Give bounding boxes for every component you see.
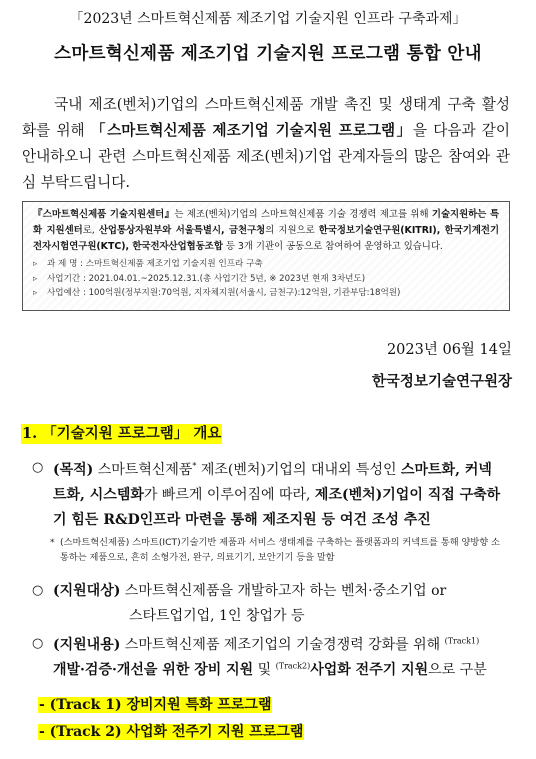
- project-name-text: 과 제 명 : 스마트혁신제품 제조기업 기술지원 인프라 구축: [47, 259, 263, 269]
- track2-sup: (Track2): [275, 661, 311, 671]
- intro-paragraph: [22, 92, 510, 196]
- track1-sup: (Track1): [444, 636, 480, 646]
- target-paragraph: [53, 579, 503, 604]
- content-label: (지원내용): [53, 637, 121, 653]
- purpose-text-3: 가 빠르게 이루어짐에 따라,: [143, 487, 315, 503]
- purpose-label: (목적): [53, 462, 94, 478]
- purpose-text-1: 스마트혁신제품: [93, 462, 193, 478]
- content-text-3: 으로 구분: [428, 662, 487, 678]
- center-desc-bold-2: 산업통상자원부와 서울특별시, 금천구청: [98, 225, 266, 236]
- triangle-bullet-icon: ▹: [33, 288, 38, 299]
- notice-date: 2023년 06월 14일: [386, 342, 512, 358]
- target-label: (지원대상): [53, 583, 121, 599]
- track-1-item: [38, 695, 272, 715]
- issuer-organization: 한국정보기술연구원장: [371, 373, 512, 390]
- footnote-marker: *: [192, 461, 197, 471]
- page-title: 스마트혁신제품 제조기업 기술지원 프로그램 통합 안내: [54, 44, 482, 64]
- track-1-label: - (Track 1) 장비지원 특화 프로그램: [39, 697, 272, 713]
- section-heading: 1. 「기술지원 프로그램」 개요: [22, 425, 222, 442]
- center-desc-bold-1: 기술지원하는 특화 지원센터: [33, 209, 499, 236]
- intro-text-2: 을 다음과 같이 안내하오니 관련 스마트혁신제품 제조(벤처)기업 관계자들의 많은 참여와 관심 부탁드립니다.: [22, 122, 510, 191]
- content-paragraph: [53, 633, 513, 683]
- circle-bullet-icon: ○: [32, 583, 44, 598]
- center-desc-text-1: 는 제조(벤처)기업의 스마트혁신제품 기술 경쟁력 제고를 위해: [174, 209, 432, 220]
- intro-program-name: 「스마트혁신제품 제조기업 기술지원 프로그램」: [90, 122, 413, 139]
- footnote: [50, 535, 504, 565]
- center-name: 『스마트혁신제품 기술지원센터』: [33, 209, 175, 220]
- circle-bullet-icon: ○: [32, 636, 44, 651]
- target-text-1: 스마트혁신제품을 개발하고자 하는 벤처·중소기업 or: [120, 583, 447, 599]
- footnote-text: (스마트혁신제품) 스마트(ICT)기술기반 제품과 서비스 생태계를 구축하는 플랫폼과의 커넥트를 통해 양방향 소통하는 제품으로, 흔히 소형가전, 완구, 의료기기, 보안기기 등을 말함: [60, 537, 500, 563]
- purpose-text-2: 제조(벤처)기업의 대내외 특성인: [196, 462, 401, 478]
- intro-text-1: 국내 제조(벤처)기업의 스마트혁신제품 개발 촉진 및 생태계 구축 활성화를 위해: [22, 96, 510, 139]
- purpose-paragraph: [53, 458, 503, 533]
- project-subtitle: 「2023년 스마트혁신제품 제조기업 기술지원 인프라 구축과제」: [69, 11, 467, 27]
- content-text-2: 및: [253, 662, 276, 678]
- center-description: [33, 207, 499, 255]
- center-desc-text-2: 로,: [82, 225, 99, 236]
- footnote-asterisk: *: [50, 537, 55, 548]
- content-text-1: 스마트혁신제품 제조기업의 기술경쟁력 강화를 위해: [120, 637, 445, 653]
- content-bold-1: 개발·검증·개선을 위한 장비 지원: [53, 662, 254, 678]
- triangle-bullet-icon: ▹: [33, 259, 38, 269]
- project-budget-item: [33, 286, 499, 301]
- project-period-item: [33, 272, 499, 287]
- triangle-bullet-icon: ▹: [33, 273, 38, 284]
- track-2-item: [38, 722, 304, 742]
- content-bold-2: 사업화 전주기 지원: [310, 662, 429, 678]
- track-2-label: - (Track 2) 사업화 전주기 지원 프로그램: [39, 724, 304, 740]
- center-desc-text-4: 등 3개 기관이 공동으로 참여하여 운영하고 있습니다.: [222, 241, 443, 252]
- circle-bullet-icon: ○: [32, 460, 44, 475]
- center-info-box: [22, 201, 510, 311]
- project-budget-text: 사업예산 : 100억원(정부지원:70억원, 지자체지원(서울시, 금천구):12억원, 기관부담:18억원): [47, 288, 401, 299]
- purpose-bold-2: 제조(벤처)기업이 직접 구축하기 힘든 R&D인프라 마련을 통해 제조지원 등 여건 조성 추진: [53, 487, 501, 528]
- purpose-bold-1: 스마트화, 커넥트화, 시스템화: [53, 462, 492, 503]
- center-desc-text-3: 의 지원으로: [265, 225, 319, 236]
- project-name-item: [33, 257, 499, 272]
- target-text-2: 스타트업기업, 1인 창업가 등: [129, 608, 305, 624]
- center-desc-bold-3: 한국정보기술연구원(KITRI), 한국기계전기전자시험연구원(KTC), 한국전자산업협동조합: [33, 225, 500, 252]
- project-period-text: 사업기간 : 2021.04.01.~2025.12.31.(총 사업기간 5년, ※ 2023년 현재 3차년도): [47, 273, 366, 284]
